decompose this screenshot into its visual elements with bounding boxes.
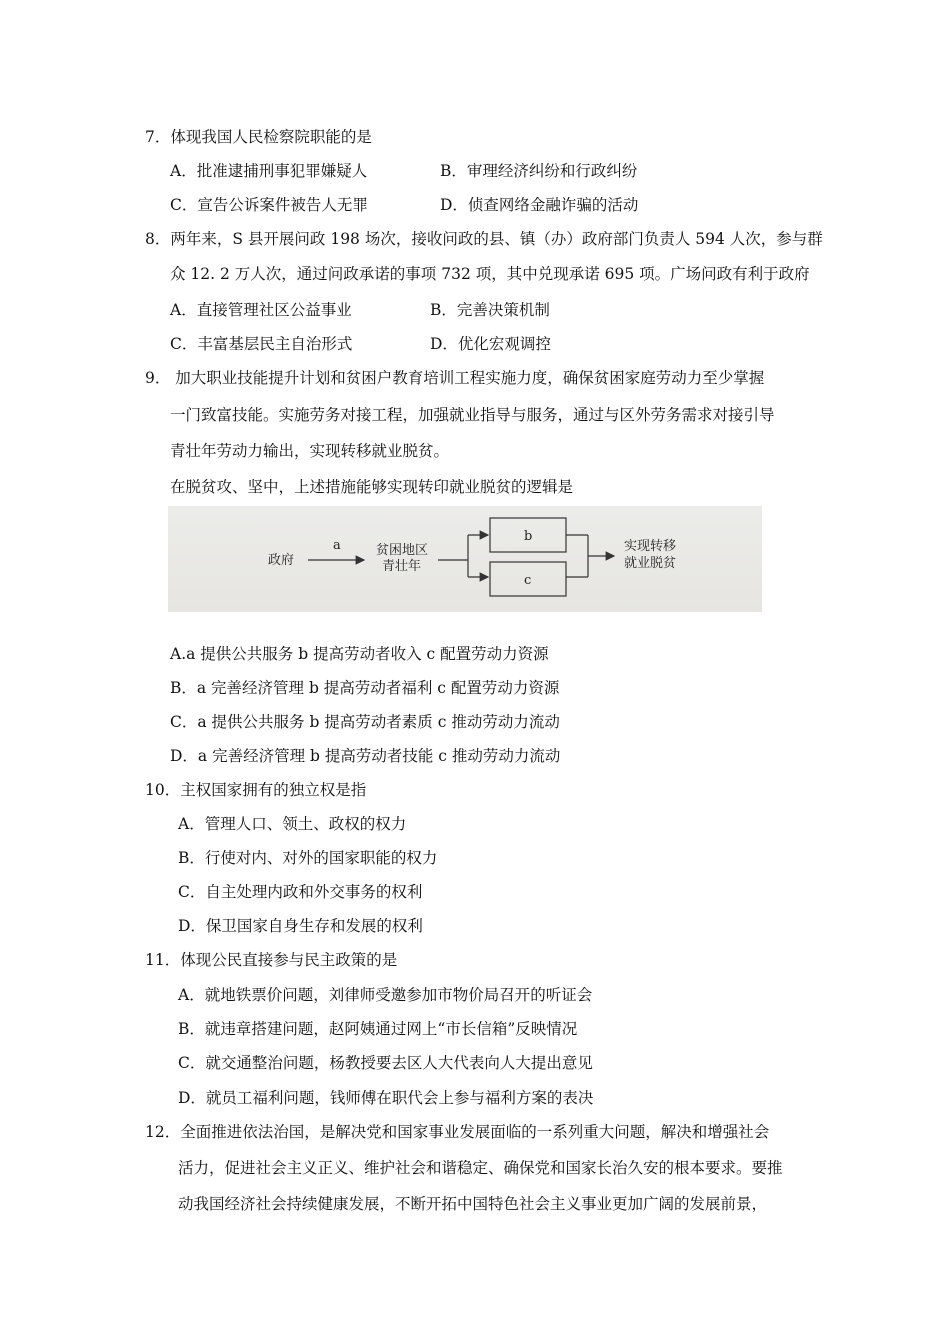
q11-option-b: B．就违章搭建问题，赵阿姨通过网上“市长信箱”反映情况 <box>178 1020 578 1038</box>
q11-option-a: A．就地铁票价问题，刘律师受邀参加市物价局召开的听证会 <box>178 986 593 1004</box>
q8-stem-line2: 众 12. 2 万人次，通过问政承诺的事项 732 项，其中兑现承诺 695 项。广场问政有利于政府 <box>170 265 810 283</box>
diagram-label-c: c <box>524 573 532 588</box>
q7-option-c: C．宣告公诉案件被告人无罪 <box>170 196 368 214</box>
q9-stem-line2: 一门致富技能。实施劳务对接工程，加强就业指导与服务，通过与区外劳务需求对接引导 <box>170 406 775 424</box>
q9-option-a: A.a 提供公共服务 b 提高劳动者收入 c 配置劳动力资源 <box>170 645 549 663</box>
q10-option-b: B．行使对内、对外的国家职能的权力 <box>178 849 438 867</box>
q11-option-c: C．就交通整治问题，杨教授要去区人大代表向人大提出意见 <box>178 1054 593 1072</box>
q8-option-a: A．直接管理社区公益事业 <box>170 301 352 319</box>
q11-stem: 11．体现公民直接参与民主政策的是 <box>145 951 398 969</box>
q8-option-b: B．完善决策机制 <box>430 301 550 319</box>
diagram-government: 政府 <box>268 553 295 568</box>
q12-stem-line1: 12．全面推进依法治国，是解决党和国家事业发展面临的一系列重大问题，解决和增强社会 <box>145 1123 770 1141</box>
q12-stem-line3: 动我国经济社会持续健康发展，不断开拓中国特色社会主义事业更加广阔的发展前景， <box>178 1195 768 1213</box>
q11-option-d: D．就员工福利问题，钱师傅在职代会上参与福利方案的表决 <box>178 1089 594 1107</box>
q9-flow-diagram <box>168 506 762 612</box>
q7-option-b: B．审理经济纠纷和行政纠纷 <box>440 162 638 180</box>
q8-option-c: C．丰富基层民主自治形式 <box>170 335 353 353</box>
q10-option-d: D．保卫国家自身生存和发展的权利 <box>178 917 423 935</box>
q9-option-d: D．a 完善经济管理 b 提高劳动者技能 c 推动劳动力流动 <box>170 747 561 765</box>
diagram-youth-line1: 贫困地区 <box>376 543 429 558</box>
diagram-result-line1: 实现转移 <box>624 539 677 554</box>
q9-option-c: C．a 提供公共服务 b 提高劳动者素质 c 推动劳动力流动 <box>170 713 560 731</box>
q7-option-d: D．侦查网络金融诈骗的活动 <box>440 196 639 214</box>
flow-diagram-svg <box>168 506 762 612</box>
q12-stem-line2: 活力，促进社会主义正义、维护社会和谐稳定、确保党和国家长治久安的根本要求。要推 <box>178 1159 783 1177</box>
q8-stem-line1: 8．两年来，S 县开展问政 198 场次，接收问政的县、镇（办）政府部门负责人 594 人次，参与群 <box>145 230 823 248</box>
diagram-label-a: a <box>333 538 341 553</box>
diagram-youth-line2: 青壮年 <box>382 559 422 574</box>
q9-stem-line1: 9． 加大职业技能提升计划和贫困户教育培训工程实施力度，确保贫困家庭劳动力至少掌握 <box>145 369 765 387</box>
q10-stem: 10．主权国家拥有的独立权是指 <box>145 781 367 799</box>
q10-option-c: C．自主处理内政和外交事务的权利 <box>178 883 423 901</box>
q10-option-a: A．管理人口、领土、政权的权力 <box>178 815 407 833</box>
diagram-label-b: b <box>524 529 533 544</box>
q8-option-d: D．优化宏观调控 <box>430 335 551 353</box>
q9-stem-line3: 青壮年劳动力输出，实现转移就业脱贫。 <box>170 442 450 460</box>
q7-stem: 7．体现我国人民检察院职能的是 <box>145 128 372 146</box>
q9-stem-line4: 在脱贫攻、坚中，上述措施能够实现转印就业脱贫的逻辑是 <box>170 478 574 496</box>
q7-option-a: A．批准逮捕刑事犯罪嫌疑人 <box>170 162 368 180</box>
q9-option-b: B．a 完善经济管理 b 提高劳动者福利 c 配置劳动力资源 <box>170 679 560 697</box>
diagram-result-line2: 就业脱贫 <box>624 556 677 571</box>
